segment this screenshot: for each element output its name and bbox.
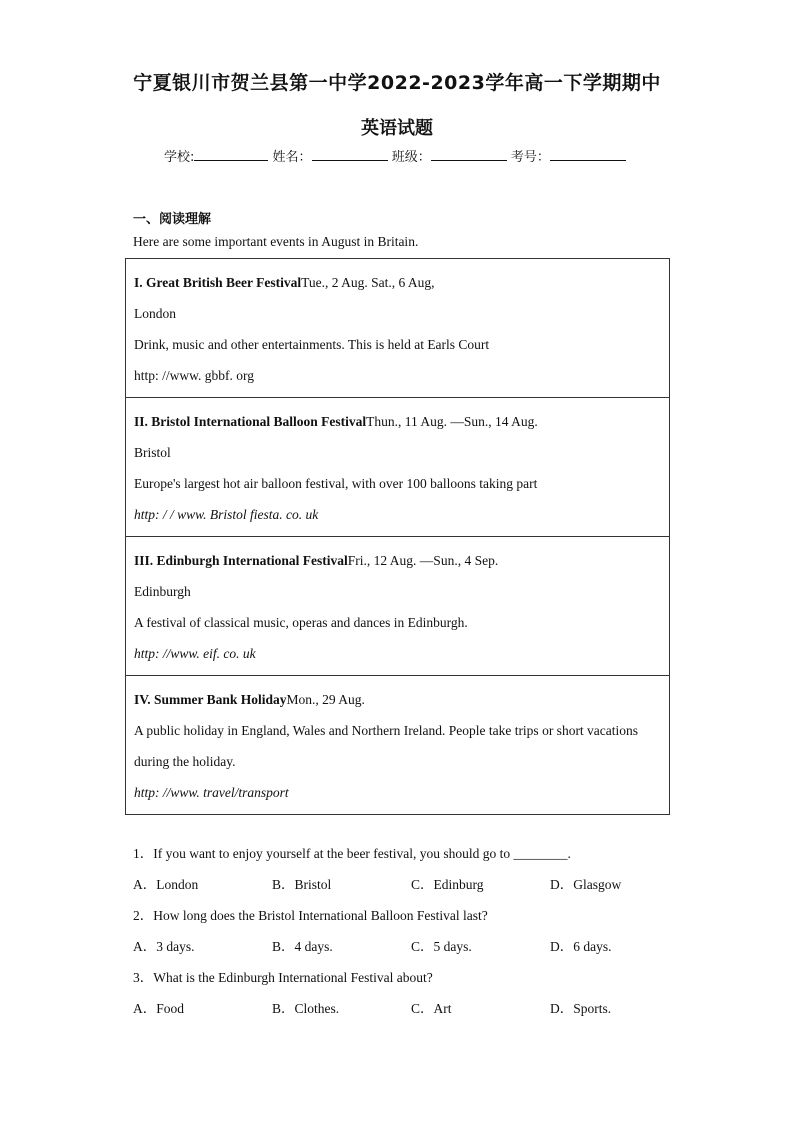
name-field[interactable] bbox=[312, 148, 388, 161]
event-description: A public holiday in England, Wales and Northern Ireland. People take trips or short vacations bbox=[134, 723, 639, 738]
option-c[interactable]: C．Art bbox=[411, 1001, 452, 1016]
school-label: 学校: bbox=[164, 150, 195, 165]
exam-number-field[interactable] bbox=[550, 148, 626, 161]
option-b[interactable]: B．Clothes. bbox=[272, 1001, 340, 1016]
event-date: Fri., 12 Aug. —Sun., 4 Sep. bbox=[347, 553, 499, 568]
option-c[interactable]: C．Edinburg bbox=[411, 877, 484, 892]
event-description-continued: during the holiday. bbox=[134, 754, 236, 769]
page-subtitle: 英语试题 bbox=[361, 118, 433, 139]
event-place: Edinburgh bbox=[134, 584, 191, 599]
passage-intro: Here are some important events in August in Britain. bbox=[133, 234, 419, 249]
event-row bbox=[126, 537, 669, 676]
event-date: Tue., 2 Aug. Sat., 6 Aug, bbox=[301, 275, 435, 290]
option-c[interactable]: C．5 days. bbox=[411, 939, 472, 954]
event-url: http: / / www. Bristol fiesta. co. uk bbox=[134, 507, 319, 522]
event-row bbox=[126, 676, 669, 814]
event-name: IV. Summer Bank Holiday bbox=[134, 692, 287, 707]
event-url: http: //www. eif. co. uk bbox=[134, 646, 256, 661]
question-text: 1．If you want to enjoy yourself at the beer festival, you should go to ________. bbox=[133, 846, 571, 861]
question-options bbox=[133, 993, 693, 1024]
event-place: London bbox=[134, 306, 176, 321]
option-a[interactable]: A．London bbox=[133, 877, 199, 892]
questions-list bbox=[133, 838, 693, 1024]
option-b[interactable]: B．4 days. bbox=[272, 939, 333, 954]
exam-number-label: 考号： bbox=[510, 150, 550, 165]
question-options bbox=[133, 931, 693, 962]
event-description: A festival of classical music, operas and dances in Edinburgh. bbox=[134, 615, 468, 630]
question-text: 2．How long does the Bristol International Balloon Festival last? bbox=[133, 908, 488, 923]
question-options bbox=[133, 869, 693, 900]
option-b[interactable]: B．Bristol bbox=[272, 877, 332, 892]
event-name: I. Great British Beer Festival bbox=[134, 275, 302, 290]
name-label: 姓名： bbox=[272, 150, 312, 165]
option-d[interactable]: D．Glasgow bbox=[550, 877, 622, 892]
class-label: 班级： bbox=[391, 150, 431, 165]
event-date: Thun., 11 Aug. —Sun., 14 Aug. bbox=[366, 414, 538, 429]
option-d[interactable]: D．6 days. bbox=[550, 939, 612, 954]
question-text: 3．What is the Edinburgh International Festival about? bbox=[133, 970, 433, 985]
event-description: Europe's largest hot air balloon festival, with over 100 balloons taking part bbox=[134, 476, 538, 491]
event-date: Mon., 29 Aug. bbox=[286, 692, 365, 707]
option-d[interactable]: D．Sports. bbox=[550, 1001, 612, 1016]
event-url: http: //www. travel/transport bbox=[134, 785, 289, 800]
page-title: 宁夏银川市贺兰县第一中学2022-2023学年高一下学期期中 bbox=[133, 72, 661, 94]
event-row bbox=[126, 398, 669, 537]
student-info-line bbox=[164, 146, 626, 165]
section-heading: 一、阅读理解 bbox=[133, 212, 212, 227]
class-field[interactable] bbox=[431, 148, 507, 161]
event-name: II. Bristol International Balloon Festival bbox=[134, 414, 367, 429]
event-place: Bristol bbox=[134, 445, 171, 460]
event-description: Drink, music and other entertainments. This is held at Earls Court bbox=[134, 337, 490, 352]
option-a[interactable]: A．Food bbox=[133, 1001, 185, 1016]
option-a[interactable]: A．3 days. bbox=[133, 939, 195, 954]
event-row bbox=[126, 259, 669, 398]
event-url: http: //www. gbbf. org bbox=[134, 368, 254, 383]
events-table bbox=[125, 258, 670, 815]
event-name: III. Edinburgh International Festival bbox=[134, 553, 348, 568]
school-field[interactable] bbox=[194, 148, 268, 161]
